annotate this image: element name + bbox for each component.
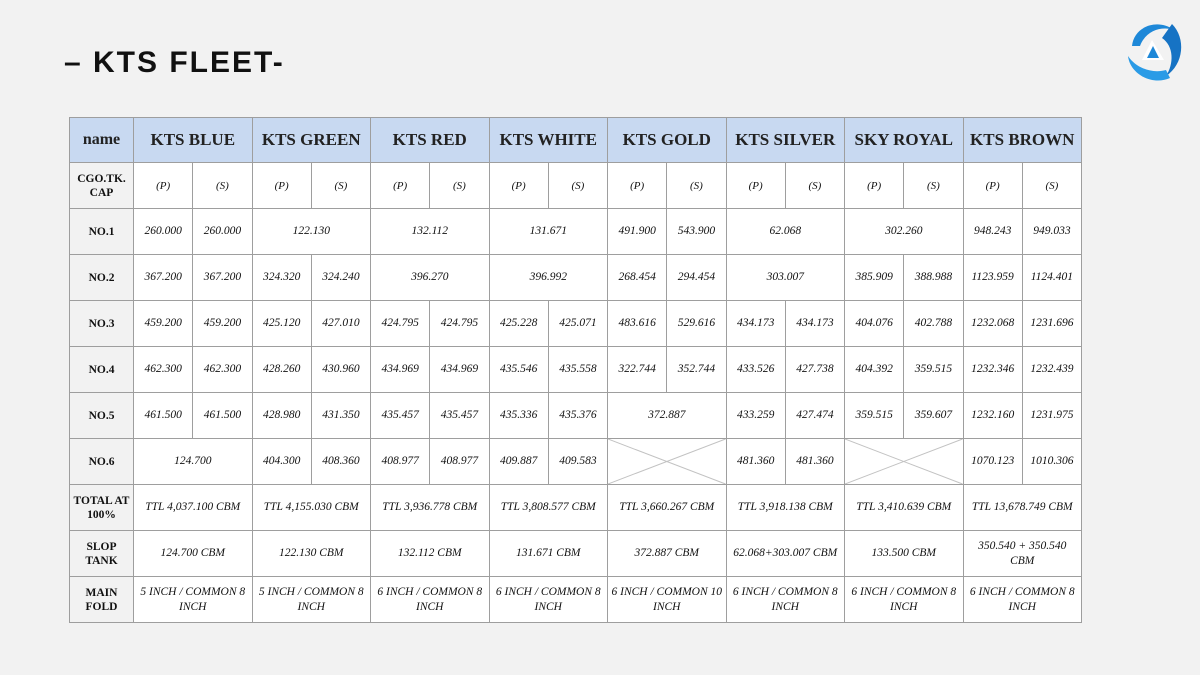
cell-brown-s: 1231.975 <box>1022 393 1081 439</box>
cap-row <box>70 163 1082 209</box>
port-label: (P) <box>608 163 667 209</box>
cell-blue-p: 367.200 <box>134 255 193 301</box>
cell-royal-p: 404.076 <box>845 301 904 347</box>
total-silver: TTL 3,918.138 CBM <box>726 485 845 531</box>
slop-row <box>70 531 1082 577</box>
cell-blue-s: 461.500 <box>193 393 252 439</box>
port-label: (P) <box>845 163 904 209</box>
cell-gold-p: 483.616 <box>608 301 667 347</box>
stbd-label: (S) <box>193 163 252 209</box>
ship-header-kts-silver: KTS SILVER <box>726 118 845 163</box>
port-label: (P) <box>489 163 548 209</box>
cell-silver: 62.068 <box>726 209 845 255</box>
stbd-label: (S) <box>548 163 607 209</box>
cell-gold-s: 352.744 <box>667 347 726 393</box>
tank-row-no4 <box>70 347 1082 393</box>
slop-brown: 350.540 + 350.540 CBM <box>963 531 1082 577</box>
cell-white-p: 425.228 <box>489 301 548 347</box>
cell-white-s: 425.071 <box>548 301 607 347</box>
total-red: TTL 3,936.778 CBM <box>371 485 490 531</box>
cell-blue-s: 459.200 <box>193 301 252 347</box>
cell-royal-p: 359.515 <box>845 393 904 439</box>
ship-header-kts-green: KTS GREEN <box>252 118 371 163</box>
fold-royal: 6 INCH / COMMON 8 INCH <box>845 577 964 623</box>
cell-green-p: 324.320 <box>252 255 311 301</box>
fold-row <box>70 577 1082 623</box>
cell-white-p: 435.546 <box>489 347 548 393</box>
stbd-label: (S) <box>430 163 489 209</box>
cross-icon <box>608 439 726 484</box>
cell-white-s: 435.558 <box>548 347 607 393</box>
cell-red-p: 435.457 <box>371 393 430 439</box>
cell-white: 396.992 <box>489 255 608 301</box>
cell-royal-empty <box>845 439 964 485</box>
stbd-label: (S) <box>904 163 963 209</box>
cell-brown-p: 1232.160 <box>963 393 1022 439</box>
cell-white-p: 435.336 <box>489 393 548 439</box>
stbd-label: (S) <box>1022 163 1081 209</box>
row-label-cap: CGO.TK. CAP <box>70 163 134 209</box>
ship-header-sky-royal: SKY ROYAL <box>845 118 964 163</box>
cell-silver-s: 427.738 <box>785 347 844 393</box>
port-label: (P) <box>726 163 785 209</box>
row-label-total: TOTAL AT 100% <box>70 485 134 531</box>
fold-gold: 6 INCH / COMMON 10 INCH <box>608 577 727 623</box>
cell-gold-p: 491.900 <box>608 209 667 255</box>
ship-header-kts-white: KTS WHITE <box>489 118 608 163</box>
row-label-no5: NO.5 <box>70 393 134 439</box>
tank-row-no2 <box>70 255 1082 301</box>
cross-icon <box>845 439 963 484</box>
cell-brown-s: 1010.306 <box>1022 439 1081 485</box>
port-label: (P) <box>252 163 311 209</box>
cell-silver-p: 481.360 <box>726 439 785 485</box>
stbd-label: (S) <box>311 163 370 209</box>
cell-red-p: 434.969 <box>371 347 430 393</box>
company-logo-icon <box>1122 16 1186 84</box>
cell-royal: 302.260 <box>845 209 964 255</box>
cell-green-p: 428.980 <box>252 393 311 439</box>
cell-blue: 124.700 <box>134 439 253 485</box>
fold-white: 6 INCH / COMMON 8 INCH <box>489 577 608 623</box>
cell-brown-p: 948.243 <box>963 209 1022 255</box>
cell-red-s: 424.795 <box>430 301 489 347</box>
cell-silver-p: 434.173 <box>726 301 785 347</box>
fold-green: 5 INCH / COMMON 8 INCH <box>252 577 371 623</box>
cell-blue-s: 260.000 <box>193 209 252 255</box>
cell-red-s: 434.969 <box>430 347 489 393</box>
ship-header-kts-gold: KTS GOLD <box>608 118 727 163</box>
cell-gold-s: 294.454 <box>667 255 726 301</box>
cell-green-s: 431.350 <box>311 393 370 439</box>
slop-gold: 372.887 CBM <box>608 531 727 577</box>
ship-header-kts-red: KTS RED <box>371 118 490 163</box>
cell-silver-p: 433.526 <box>726 347 785 393</box>
row-label-slop: SLOP TANK <box>70 531 134 577</box>
cell-red: 396.270 <box>371 255 490 301</box>
cell-green-p: 404.300 <box>252 439 311 485</box>
cell-silver-s: 427.474 <box>785 393 844 439</box>
cell-red: 132.112 <box>371 209 490 255</box>
cell-brown-s: 1231.696 <box>1022 301 1081 347</box>
row-label-no3: NO.3 <box>70 301 134 347</box>
name-header: name <box>70 118 134 163</box>
fold-silver: 6 INCH / COMMON 8 INCH <box>726 577 845 623</box>
cell-blue-p: 461.500 <box>134 393 193 439</box>
slop-green: 122.130 CBM <box>252 531 371 577</box>
cell-blue-p: 462.300 <box>134 347 193 393</box>
cell-red-p: 424.795 <box>371 301 430 347</box>
cell-silver-s: 434.173 <box>785 301 844 347</box>
total-white: TTL 3,808.577 CBM <box>489 485 608 531</box>
cell-silver: 303.007 <box>726 255 845 301</box>
cell-brown-s: 1124.401 <box>1022 255 1081 301</box>
port-label: (P) <box>371 163 430 209</box>
cell-royal-s: 359.607 <box>904 393 963 439</box>
total-royal: TTL 3,410.639 CBM <box>845 485 964 531</box>
cell-blue-s: 462.300 <box>193 347 252 393</box>
cell-royal-p: 404.392 <box>845 347 904 393</box>
header-row <box>70 118 1082 163</box>
cell-brown-p: 1232.068 <box>963 301 1022 347</box>
row-label-no2: NO.2 <box>70 255 134 301</box>
cell-royal-s: 359.515 <box>904 347 963 393</box>
cell-gold-empty <box>608 439 727 485</box>
cell-silver-p: 433.259 <box>726 393 785 439</box>
cell-royal-s: 388.988 <box>904 255 963 301</box>
cell-blue-p: 459.200 <box>134 301 193 347</box>
cell-gold-p: 322.744 <box>608 347 667 393</box>
fold-blue: 5 INCH / COMMON 8 INCH <box>134 577 253 623</box>
ship-header-kts-brown: KTS BROWN <box>963 118 1082 163</box>
cell-gold-s: 529.616 <box>667 301 726 347</box>
cell-brown-s: 1232.439 <box>1022 347 1081 393</box>
cell-red-p: 408.977 <box>371 439 430 485</box>
total-brown: TTL 13,678.749 CBM <box>963 485 1082 531</box>
cell-green-s: 430.960 <box>311 347 370 393</box>
cell-white: 131.671 <box>489 209 608 255</box>
cell-green-p: 428.260 <box>252 347 311 393</box>
cell-brown-p: 1070.123 <box>963 439 1022 485</box>
total-row <box>70 485 1082 531</box>
slop-blue: 124.700 CBM <box>134 531 253 577</box>
cell-brown-p: 1232.346 <box>963 347 1022 393</box>
cell-brown-s: 949.033 <box>1022 209 1081 255</box>
cell-green-s: 427.010 <box>311 301 370 347</box>
cell-green-s: 408.360 <box>311 439 370 485</box>
ship-header-kts-blue: KTS BLUE <box>134 118 253 163</box>
cell-gold: 372.887 <box>608 393 727 439</box>
slop-white: 131.671 CBM <box>489 531 608 577</box>
row-label-fold: MAIN FOLD <box>70 577 134 623</box>
row-label-no4: NO.4 <box>70 347 134 393</box>
tank-row-no3 <box>70 301 1082 347</box>
port-label: (P) <box>963 163 1022 209</box>
slop-royal: 133.500 CBM <box>845 531 964 577</box>
cell-gold-p: 268.454 <box>608 255 667 301</box>
fleet-table <box>69 117 1082 623</box>
page-title: – KTS FLEET- <box>64 46 285 79</box>
total-gold: TTL 3,660.267 CBM <box>608 485 727 531</box>
slop-silver: 62.068+303.007 CBM <box>726 531 845 577</box>
cell-royal-p: 385.909 <box>845 255 904 301</box>
cell-white-s: 435.376 <box>548 393 607 439</box>
cell-blue-s: 367.200 <box>193 255 252 301</box>
cell-silver-s: 481.360 <box>785 439 844 485</box>
fold-red: 6 INCH / COMMON 8 INCH <box>371 577 490 623</box>
cell-royal-s: 402.788 <box>904 301 963 347</box>
cell-brown-p: 1123.959 <box>963 255 1022 301</box>
cell-white-s: 409.583 <box>548 439 607 485</box>
tank-row-no6 <box>70 439 1082 485</box>
row-label-no1: NO.1 <box>70 209 134 255</box>
cell-red-s: 408.977 <box>430 439 489 485</box>
stbd-label: (S) <box>667 163 726 209</box>
port-label: (P) <box>134 163 193 209</box>
cell-red-s: 435.457 <box>430 393 489 439</box>
cell-gold-s: 543.900 <box>667 209 726 255</box>
slop-red: 132.112 CBM <box>371 531 490 577</box>
cell-green-p: 425.120 <box>252 301 311 347</box>
stbd-label: (S) <box>785 163 844 209</box>
fold-brown: 6 INCH / COMMON 8 INCH <box>963 577 1082 623</box>
tank-row-no1 <box>70 209 1082 255</box>
total-blue: TTL 4,037.100 CBM <box>134 485 253 531</box>
tank-row-no5 <box>70 393 1082 439</box>
cell-white-p: 409.887 <box>489 439 548 485</box>
row-label-no6: NO.6 <box>70 439 134 485</box>
cell-green-s: 324.240 <box>311 255 370 301</box>
cell-blue-p: 260.000 <box>134 209 193 255</box>
cell-green: 122.130 <box>252 209 371 255</box>
total-green: TTL 4,155.030 CBM <box>252 485 371 531</box>
